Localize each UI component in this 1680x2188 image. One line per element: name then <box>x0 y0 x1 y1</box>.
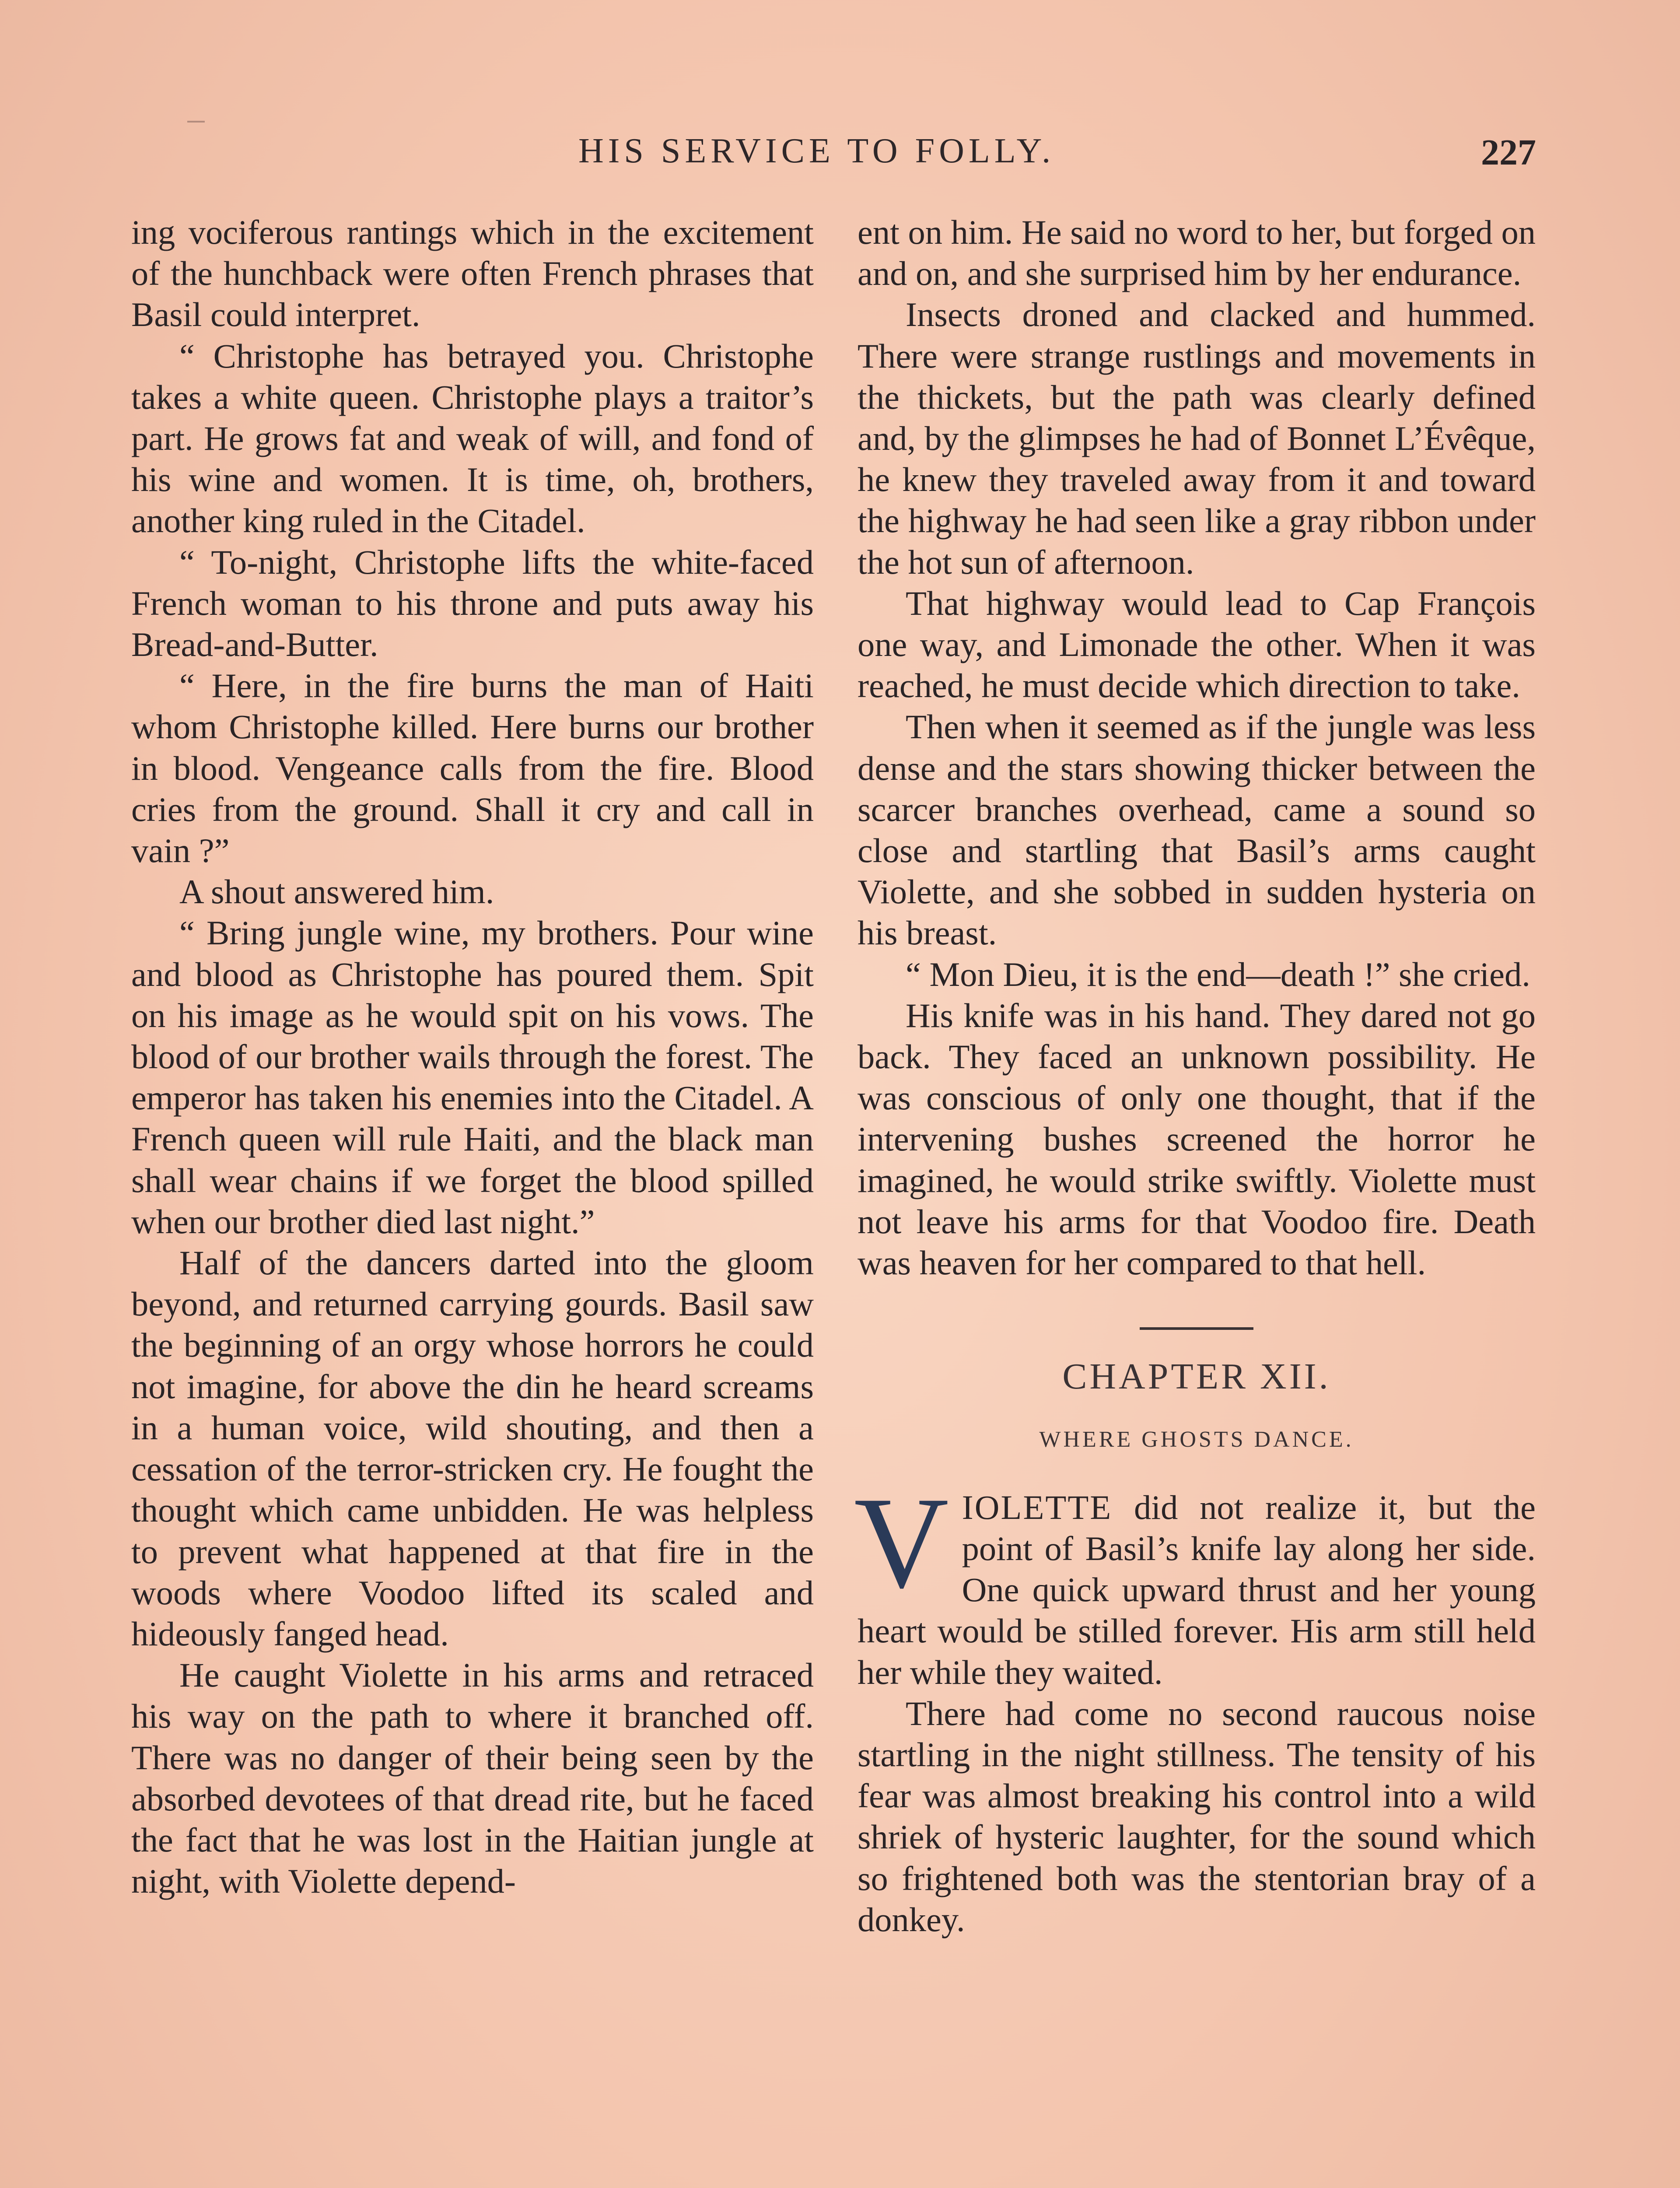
paragraph: There had come no second raucous noise startling in the night stillness. The tensity of his fear was almost breaking his control into a wild shriek of hysteric laughter, for the sound which so frightened both was the stentorian bray of a donkey. <box>858 1694 1536 1939</box>
page-number: 227 <box>1481 132 1536 173</box>
opening-text: did not realize it, but the point of Basil’s knife lay along her side. One quick upward thrust and her young heart would be stilled forever. His arm still held her while they waited. <box>858 1488 1536 1691</box>
opening-word: IOLETTE <box>962 1488 1113 1526</box>
section-divider <box>1140 1327 1253 1330</box>
paragraph: Then when it seemed as if the jungle was less dense and the stars showing thicker between the scarcer branches overhead, came a sound so close and startling that Basil’s arms caught Violette, and she sobbed in sudden hysteria on his breast. <box>858 708 1536 952</box>
paragraph: “ Here, in the fire burns the man of Haiti whom Christophe killed. Here burns our brother in blood. Vengeance calls from the fire. Blood cries from the ground. Shall it cry and call in vain ?” <box>131 666 814 870</box>
paragraph: ing vociferous rantings which in the excitement of the hunchback were often French phrases that Basil could interpret. <box>131 213 814 334</box>
paragraph: “ Mon Dieu, it is the end—death !” she cried. <box>906 955 1530 993</box>
chapter-opening-paragraph <box>854 1469 1536 1693</box>
paragraph: A shout answered him. <box>179 873 494 911</box>
paragraph: His knife was in his hand. They dared not go back. They faced an unknown possibility. He was conscious of only one thought, that if the intervening bushes screened the horror he imagined, he would strike swiftly. Violette must not leave his arms for that Voodoo fire. Death was heaven for her compared to that hell. <box>858 996 1536 1282</box>
running-title: HIS SERVICE TO FOLLY. <box>578 132 1055 170</box>
paragraph: ent on him. He said no word to her, but forged on and on, and she surprised him by her endurance. <box>858 213 1536 293</box>
print-mark <box>187 121 205 123</box>
paragraph: He caught Violette in his arms and retraced his way on the path to where it branched off. There was no danger of their being seen by the absorbed devotees of that dread rite, but he faced the fact that he was lost in the Haitian jungle at night, with Violette depend- <box>131 1656 814 1900</box>
paragraph: That highway would lead to Cap François one way, and Limonade the other. When it was reached, he must decide which direction to take. <box>858 584 1536 705</box>
paragraph: “ Bring jungle wine, my brothers. Pour wine and blood as Christophe has poured them. Spit on his image as he would spit on his vows. The blood of our brother wails through the forest. The emperor has taken his enemies into the Citadel. A French queen will rule Haiti, and the black man shall wear chains if we forget the blood spilled when our brother died last night.” <box>131 914 814 1241</box>
chapter-title: CHAPTER XII. <box>1062 1356 1331 1397</box>
drop-cap: V <box>854 1469 949 1615</box>
paragraph: “ To-night, Christophe lifts the white-faced French woman to his throne and puts away his Bread-and-Butter. <box>131 543 814 664</box>
right-column <box>854 212 1536 1940</box>
chapter-subtitle: WHERE GHOSTS DANCE. <box>1039 1427 1354 1452</box>
paragraph: Half of the dancers darted into the gloom beyond, and returned carrying gourds. Basil saw the beginning of an orgy whose horrors he could not imagine, for above the din he heard screams in a human voice, wild shouting, and then a cessation of the terror-stricken cry. He fought the thought which came unbidden. He was helpless to prevent what happened at that fire in the woods where Voodoo lifted its scaled and hideously fanged head. <box>131 1244 814 1653</box>
paragraph: Insects droned and clacked and hummed. There were strange rustlings and movements in the thickets, but the path was clearly defined and, by the glimpses he had of Bonnet L’Évêque, he knew they traveled away from it and toward the highway he had seen like a gray ribbon under the hot sun of afternoon. <box>858 295 1536 581</box>
paragraph: “ Christophe has betrayed you. Christophe takes a white queen. Christophe plays a traitor’s part. He grows fat and weak of will, and fond of his wine and women. It is time, oh, brothers, another king ruled in the Citadel. <box>131 337 814 540</box>
left-column <box>131 212 814 1902</box>
